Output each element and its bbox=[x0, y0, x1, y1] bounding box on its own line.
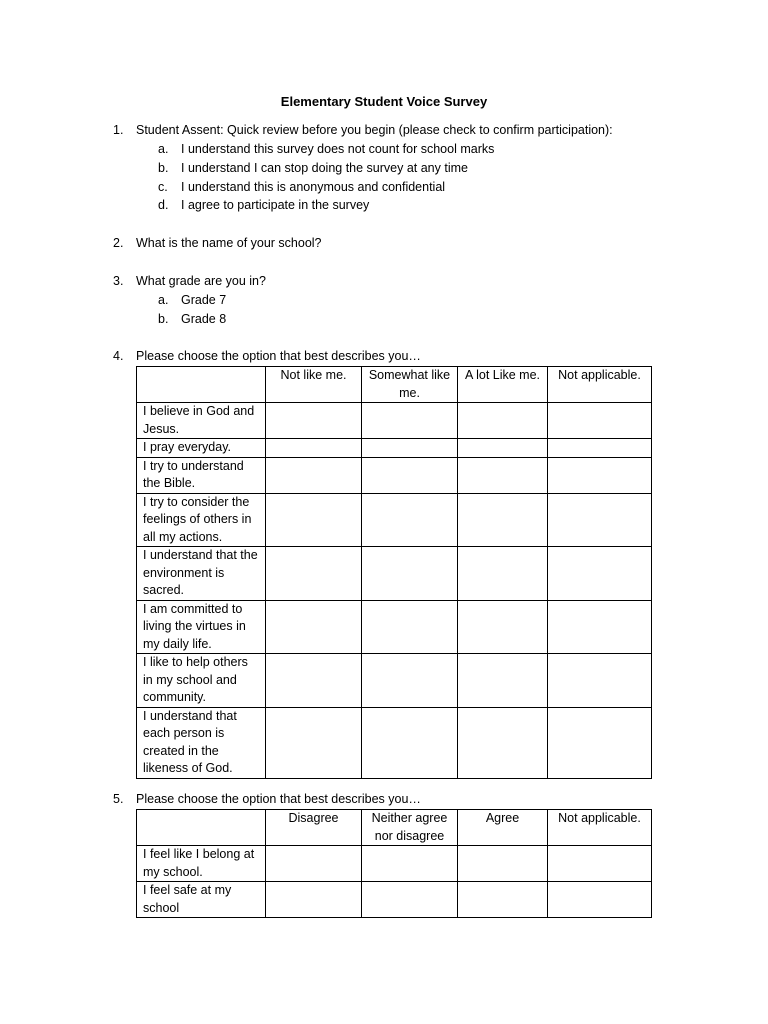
header-cell-blank bbox=[137, 810, 266, 846]
table-row bbox=[137, 707, 652, 778]
response-cell[interactable] bbox=[266, 439, 362, 458]
option-text: I understand I can stop doing the survey at any time bbox=[181, 160, 468, 175]
response-cell[interactable] bbox=[362, 457, 458, 493]
table-row bbox=[137, 846, 652, 882]
response-cell[interactable] bbox=[362, 439, 458, 458]
response-cell[interactable] bbox=[458, 707, 548, 778]
response-cell[interactable] bbox=[266, 846, 362, 882]
table-header-row bbox=[137, 367, 652, 403]
question-number: 2. bbox=[113, 236, 124, 250]
response-cell[interactable] bbox=[362, 846, 458, 882]
row-label: I understand that the environment is sacred. bbox=[137, 547, 266, 601]
survey-table-q5 bbox=[136, 809, 652, 918]
response-cell[interactable] bbox=[266, 600, 362, 654]
question-text: Please choose the option that best describes you… bbox=[136, 349, 421, 363]
row-label: I pray everyday. bbox=[137, 439, 266, 458]
column-header: Somewhat like me. bbox=[362, 367, 458, 403]
row-label: I try to understand the Bible. bbox=[137, 457, 266, 493]
response-cell[interactable] bbox=[362, 600, 458, 654]
question-text: What grade are you in? bbox=[136, 274, 266, 288]
response-cell[interactable] bbox=[362, 547, 458, 601]
table-row bbox=[137, 403, 652, 439]
column-header: Disagree bbox=[266, 810, 362, 846]
option-text: Grade 7 bbox=[181, 293, 227, 307]
row-label: I feel like I belong at my school. bbox=[137, 846, 266, 882]
option-text: I understand this is anonymous and confidential bbox=[181, 179, 446, 194]
table-row bbox=[137, 600, 652, 654]
table-row bbox=[137, 493, 652, 547]
column-header: Neither agree nor disagree bbox=[362, 810, 458, 846]
response-cell[interactable] bbox=[362, 493, 458, 547]
question-number: 5. bbox=[113, 792, 124, 806]
response-cell[interactable] bbox=[548, 654, 652, 708]
response-cell[interactable] bbox=[548, 457, 652, 493]
response-cell[interactable] bbox=[362, 882, 458, 918]
page-title: Elementary Student Voice Survey bbox=[280, 94, 488, 109]
question-text: What is the name of your school? bbox=[136, 236, 322, 250]
question-text: Please choose the option that best describes you… bbox=[136, 792, 421, 806]
row-label: I feel safe at my school bbox=[137, 882, 266, 918]
table-row bbox=[137, 547, 652, 601]
option-letter: a. bbox=[158, 293, 169, 307]
response-cell[interactable] bbox=[548, 707, 652, 778]
response-cell[interactable] bbox=[362, 403, 458, 439]
question-number: 3. bbox=[113, 274, 124, 288]
column-header: Not like me. bbox=[266, 367, 362, 403]
response-cell[interactable] bbox=[458, 457, 548, 493]
column-header: A lot Like me. bbox=[458, 367, 548, 403]
row-label: I believe in God and Jesus. bbox=[137, 403, 266, 439]
response-cell[interactable] bbox=[458, 439, 548, 458]
option-text: I agree to participate in the survey bbox=[181, 198, 370, 213]
response-cell[interactable] bbox=[458, 547, 548, 601]
survey-table-q4 bbox=[136, 366, 652, 779]
row-label: I like to help others in my school and community. bbox=[137, 654, 266, 708]
table-row bbox=[137, 439, 652, 458]
header-cell-blank bbox=[137, 367, 266, 403]
option-letter: b. bbox=[158, 311, 169, 326]
option-letter: c. bbox=[158, 179, 168, 194]
response-cell[interactable] bbox=[548, 846, 652, 882]
response-cell[interactable] bbox=[266, 707, 362, 778]
table-header-row bbox=[137, 810, 652, 846]
option-text: Grade 8 bbox=[181, 311, 227, 326]
row-label: I am committed to living the virtues in my daily life. bbox=[137, 600, 266, 654]
response-cell[interactable] bbox=[458, 846, 548, 882]
response-cell[interactable] bbox=[458, 403, 548, 439]
response-cell[interactable] bbox=[548, 403, 652, 439]
column-header: Not applicable. bbox=[548, 810, 652, 846]
response-cell[interactable] bbox=[266, 493, 362, 547]
table-row bbox=[137, 654, 652, 708]
response-cell[interactable] bbox=[458, 493, 548, 547]
column-header: Agree bbox=[458, 810, 548, 846]
response-cell[interactable] bbox=[548, 493, 652, 547]
question-number: 1. bbox=[113, 123, 124, 137]
option-letter: d. bbox=[158, 198, 169, 213]
response-cell[interactable] bbox=[266, 457, 362, 493]
table-row bbox=[137, 457, 652, 493]
response-cell[interactable] bbox=[458, 600, 548, 654]
response-cell[interactable] bbox=[458, 882, 548, 918]
response-cell[interactable] bbox=[362, 654, 458, 708]
response-cell[interactable] bbox=[548, 547, 652, 601]
option-letter: b. bbox=[158, 160, 169, 175]
table-row bbox=[137, 882, 652, 918]
response-cell[interactable] bbox=[362, 707, 458, 778]
option-letter: a. bbox=[158, 142, 169, 156]
response-cell[interactable] bbox=[548, 600, 652, 654]
column-header: Not applicable. bbox=[548, 367, 652, 403]
response-cell[interactable] bbox=[266, 654, 362, 708]
question-text: Student Assent: Quick review before you begin (please check to confirm participation): bbox=[136, 123, 613, 137]
response-cell[interactable] bbox=[548, 882, 652, 918]
response-cell[interactable] bbox=[266, 882, 362, 918]
row-label: I try to consider the feelings of others in all my actions. bbox=[137, 493, 266, 547]
response-cell[interactable] bbox=[266, 403, 362, 439]
response-cell[interactable] bbox=[266, 547, 362, 601]
question-number: 4. bbox=[113, 349, 124, 363]
row-label: I understand that each person is created in the likeness of God. bbox=[137, 707, 266, 778]
response-cell[interactable] bbox=[548, 439, 652, 458]
option-text: I understand this survey does not count for school marks bbox=[181, 142, 495, 156]
response-cell[interactable] bbox=[458, 654, 548, 708]
